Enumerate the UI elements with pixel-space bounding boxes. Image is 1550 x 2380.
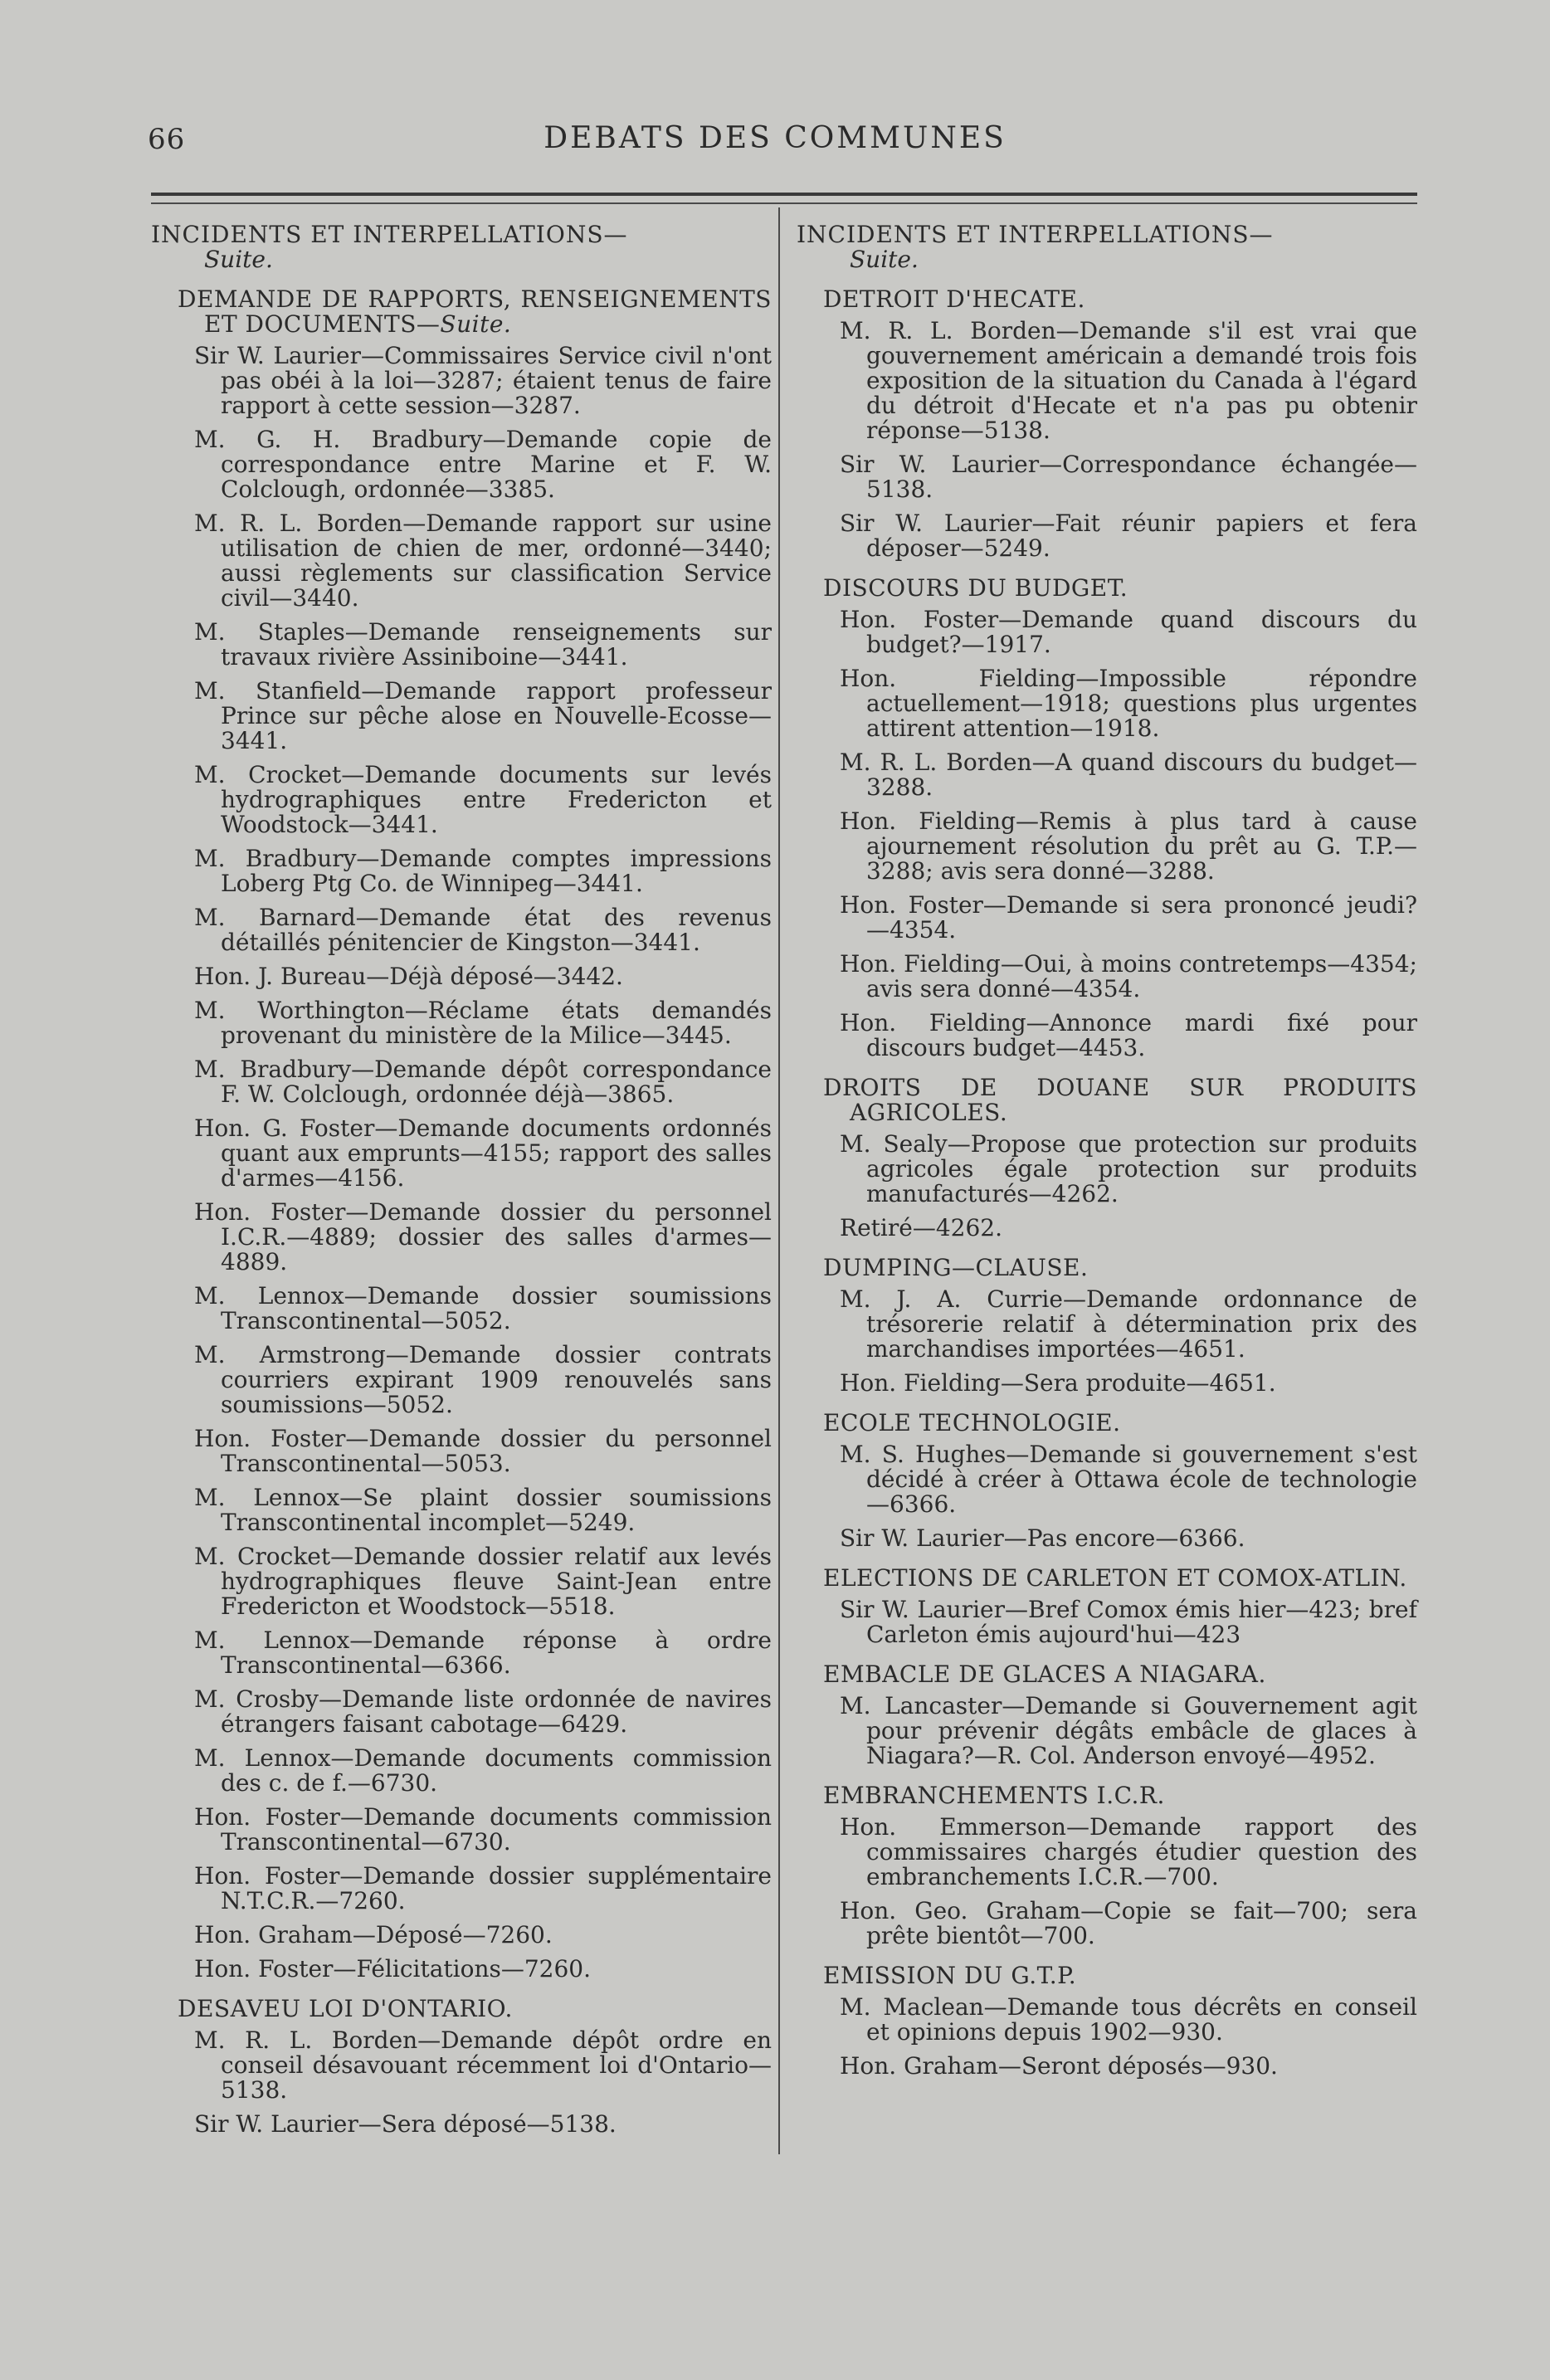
index-section [797,576,1417,1061]
section-heading [797,1963,1417,1988]
index-entry: M. Staples—Demande renseignements sur travaux rivière Assiniboine—3441. [194,618,772,671]
index-entry: Hon. Fielding—Annonce mardi fixé pour discours budget—4453. [840,1009,1417,1061]
section-title: DISCOURS DU BUDGET. [823,574,1128,602]
index-entry: M. Stanfield—Demande rapport professeur Prince sur pêche alose en Nouvelle-Ecosse—3441. [194,677,772,754]
index-entry: M. Crocket—Demande dossier relatif aux levés hydrographiques fleuve Saint-Jean entre Fredericton et Woodstock—5518. [194,1543,772,1620]
index-entry: Hon. G. Foster—Demande documents ordonnés quant aux emprunts—4155; rapport des salles d'armes—4156. [194,1114,772,1192]
index-section [151,1997,772,2137]
right-column [797,222,1417,2088]
column-heading-title: INCIDENTS ET INTERPELLATIONS— [151,221,628,248]
column-heading-suite: Suite. [850,246,919,273]
index-entry: M. Lennox—Demande dossier soumissions Transcontinental—5052. [194,1282,772,1334]
index-entry: M. Crosby—Demande liste ordonnée de navires étrangers faisant cabotage—6429. [194,1685,772,1738]
index-entry: M. Armstrong—Demande dossier contrats courriers expirant 1909 renouvelés sans soumissions—5052. [194,1341,772,1418]
index-entry: Hon. Foster—Demande documents commission Transcontinental—6730. [194,1803,772,1856]
section-heading [797,576,1417,601]
index-section [797,1075,1417,1241]
index-entry: Retiré—4262. [840,1214,1002,1241]
index-entry: Hon. Foster—Demande dossier du personnel Transcontinental—5053. [194,1425,772,1477]
index-entry: Hon. Foster—Demande quand discours du budget?—1917. [840,606,1417,658]
column-heading [797,222,1417,272]
section-list [151,287,772,2137]
index-entry: M. Crocket—Demande documents sur levés hydrographiques entre Fredericton et Woodstock—3441. [194,761,772,838]
section-title: DETROIT D'HECATE. [823,285,1085,313]
index-section [797,1783,1417,1948]
index-entry: M. Bradbury—Demande dépôt correspondance F. W. Colclough, ordonnée déjà—3865. [194,1056,772,1108]
index-section [797,1963,1417,2079]
section-title: ECOLE TECHNOLOGIE. [823,1409,1121,1436]
index-entry: M. R. L. Borden—Demande s'il est vrai que gouvernement américain a demandé trois fois exposition de la situation du Canada à l'égard du détroit d'Hecate et n'a pas pu obtenir réponse—5138. [840,317,1417,444]
index-entry: Hon. Fielding—Impossible répondre actuellement—1918; questions plus urgentes attirent attention—1918. [840,665,1417,742]
index-section [797,1662,1417,1768]
section-title: DESAVEU LOI D'ONTARIO. [178,1995,513,2022]
index-section [151,287,772,1982]
index-entry: M. S. Hughes—Demande si gouvernement s'est décidé à créer à Ottawa école de technologie—6366. [840,1441,1417,1518]
index-entry: M. Lennox—Demande réponse à ordre Transcontinental—6366. [194,1626,772,1679]
index-entry: Hon. Geo. Graham—Copie se fait—700; sera prête bientôt—700. [840,1897,1417,1949]
section-heading [797,1256,1417,1280]
index-entry: Sir W. Laurier—Commissaires Service civil n'ont pas obéi à la loi—3287; étaient tenus de faire rapport à cette session—3287. [194,342,772,419]
index-section [797,287,1417,561]
section-heading [797,1411,1417,1436]
section-title: DUMPING—CLAUSE. [823,1254,1089,1281]
index-entry: M. Lennox—Demande documents commission des c. de f.—6730. [194,1744,772,1797]
index-entry: Hon. Graham—Déposé—7260. [194,1921,553,1948]
running-head: DEBATS DES COMMUNES [543,121,1007,155]
index-entry: M. R. L. Borden—A quand discours du budget—3288. [840,749,1417,801]
index-section [797,1566,1417,1647]
index-entry: M. G. H. Bradbury—Demande copie de correspondance entre Marine et F. W. Colclough, ordonnée—3385. [194,426,772,503]
index-entry: M. R. L. Borden—Demande rapport sur usine utilisation de chien de mer, ordonné—3440; aussi règlements sur classification Service civil—3440. [194,510,772,612]
section-list [797,287,1417,2079]
index-entry: M. Bradbury—Demande comptes impressions Loberg Ptg Co. de Winnipeg—3441. [194,845,772,897]
section-title: DROITS DE DOUANE SUR PRODUITS AGRICOLES. [823,1074,1417,1126]
index-entry: Sir W. Laurier—Sera déposé—5138. [194,2110,617,2138]
index-entry: Hon. Emmerson—Demande rapport des commissaires chargés étudier question des embranchements I.C.R.—700. [840,1813,1417,1890]
left-column [151,222,772,2146]
index-entry: M. Barnard—Demande état des revenus détaillés pénitencier de Kingston—3441. [194,904,772,956]
index-entry: Hon. J. Bureau—Déjà déposé—3442. [194,963,623,990]
header-rule-thick [151,193,1417,196]
index-entry: Hon. Foster—Demande si sera prononcé jeudi?—4354. [840,891,1417,944]
index-section [797,1256,1417,1396]
index-entry: M. Lennox—Se plaint dossier soumissions Transcontinental incomplet—5249. [194,1484,772,1536]
index-entry: M. Maclean—Demande tous décrêts en conseil et opinions depuis 1902—930. [840,1993,1417,2046]
index-entry: Sir W. Laurier—Correspondance échangée—5138. [840,451,1417,503]
header-rule-thin [151,202,1417,204]
index-entry: Hon. Fielding—Sera produite—4651. [840,1369,1276,1397]
section-heading [151,1997,772,2022]
column-divider [778,207,780,2154]
section-title: DEMANDE DE RAPPORTS, RENSEIGNEMENTS ET DOCUMENTS— [178,285,772,338]
section-heading [797,1662,1417,1687]
index-section [797,1411,1417,1551]
section-title-suite: Suite. [440,310,512,338]
section-heading [797,1566,1417,1591]
section-title: EMISSION DU G.T.P. [823,1962,1077,1989]
section-title: EMBACLE DE GLACES A NIAGARA. [823,1661,1266,1688]
section-heading [797,1783,1417,1808]
index-entry: M. J. A. Currie—Demande ordonnance de trésorerie relatif à détermination prix des marchandises importées—4651. [840,1285,1417,1363]
section-title: EMBRANCHEMENTS I.C.R. [823,1782,1165,1809]
index-entry: Hon. Foster—Demande dossier du personnel I.C.R.—4889; dossier des salles d'armes—4889. [194,1198,772,1275]
section-heading [797,1075,1417,1125]
column-heading-suite: Suite. [204,246,273,273]
index-entry: Hon. Foster—Félicitations—7260. [194,1955,592,1983]
index-entry: Sir W. Laurier—Fait réunir papiers et fera déposer—5249. [840,510,1417,562]
column-heading [151,222,772,272]
section-heading [151,287,772,337]
index-entry: M. Worthington—Réclame états demandés provenant du ministère de la Milice—3445. [194,997,772,1049]
page-number: 66 [148,123,186,156]
index-entry: Hon. Graham—Seront déposés—930. [840,2052,1278,2080]
index-entry: M. Sealy—Propose que protection sur produits agricoles égale protection sur produits manufacturés—4262. [840,1130,1417,1207]
index-entry: Sir W. Laurier—Pas encore—6366. [840,1524,1245,1552]
index-entry: Hon. Fielding—Oui, à moins contretemps—4354; avis sera donné—4354. [840,950,1417,1002]
column-heading-title: INCIDENTS ET INTERPELLATIONS— [797,221,1274,248]
index-entry: Hon. Fielding—Remis à plus tard à cause ajournement résolution du prêt au G. T.P.—3288; avis sera donné—3288. [840,807,1417,885]
index-entry: Hon. Foster—Demande dossier supplémentaire N.T.C.R.—7260. [194,1862,772,1914]
section-heading [797,287,1417,312]
index-entry: M. Lancaster—Demande si Gouvernement agit pour prévenir dégâts embâcle de glaces à Niagara?—R. Col. Anderson envoyé—4952. [840,1692,1417,1769]
index-entry: Sir W. Laurier—Bref Comox émis hier—423; bref Carleton émis aujourd'hui—423 [840,1596,1417,1648]
section-title: ELECTIONS DE CARLETON ET COMOX-ATLIN. [823,1564,1407,1592]
index-entry: M. R. L. Borden—Demande dépôt ordre en conseil désavouant récemment loi d'Ontario—5138. [194,2026,772,2104]
